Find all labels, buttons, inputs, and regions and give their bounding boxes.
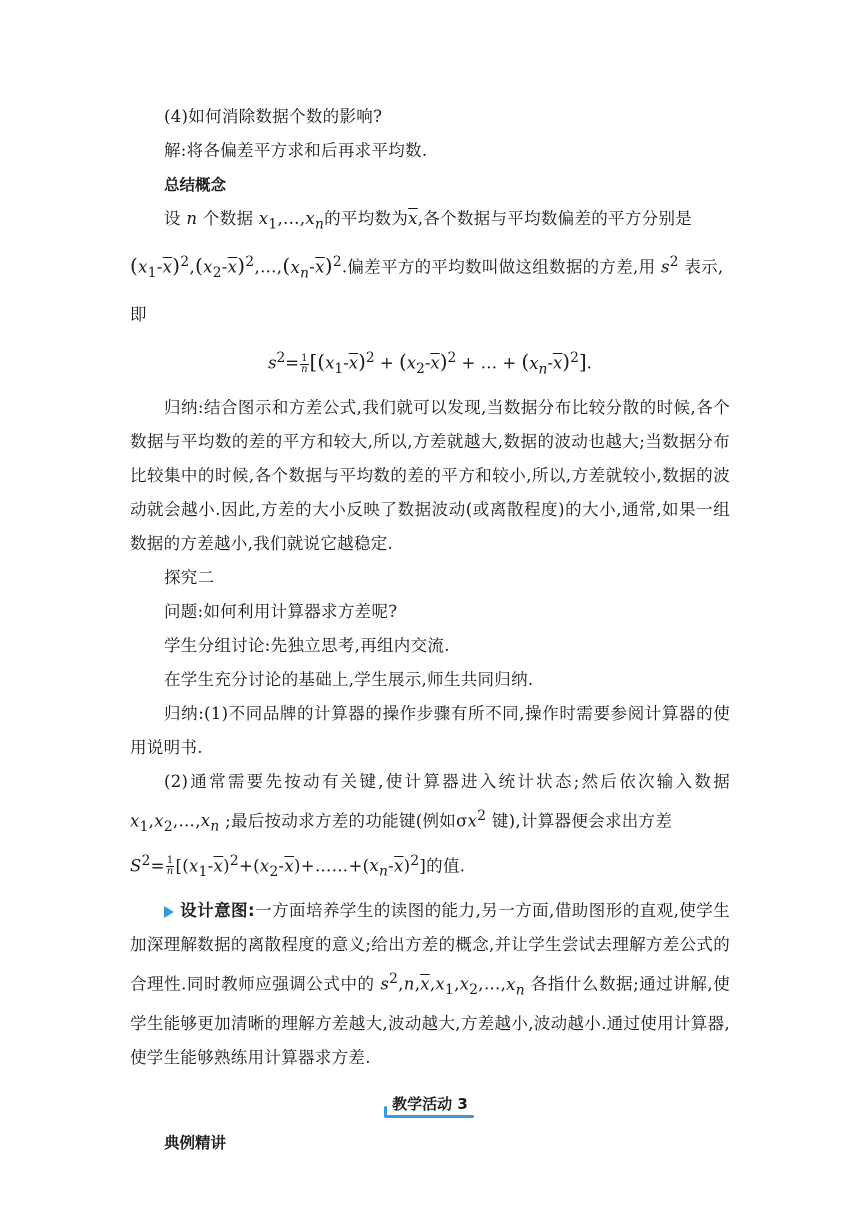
activity-3-title: 教学活动 3 — [386, 1093, 474, 1118]
induction-paragraph-2: 归纳:(1)不同品牌的计算器的操作步骤有所不同,操作时需要参阅计算器的使用说明书. — [130, 703, 730, 757]
group-discussion: 学生分组讨论:先独立思考,再组内交流. — [164, 635, 450, 655]
induction-paragraph-1: 归纳:结合图示和方差公式,我们就可以发现,当数据分布比较分散的时候,各个数据与平均数的差的平方和较大,所以,方差就越大,数据的波动也越大;当数据分布比较集中的时候,各个数据与平均数的差的平方和较小,所以,方差就较小,数据的波动就会越小.因此,方差的大小反映了数据波动(或离散程度)的大小,通常,如果一组数据的方差越小,我们就说它越稳定. — [130, 397, 730, 553]
activity-3-section — [130, 1093, 730, 1118]
deviation-squares: $(x_1-\overline{x})^2,(x_2-\overline{x})^2,\dots,(x_n-\overline{x})^2$.偏差平方的平均数叫做这组数据的方差,用 $s^2$ 表示,即 — [130, 253, 724, 325]
design-intent-label: 设计意图: — [180, 901, 255, 921]
document-content — [130, 100, 730, 1160]
answer-4: 解:将各偏差平方求和后再求平均数. — [164, 141, 428, 160]
design-intent: 设计意图:一方面培养学生的读图的能力,另一方面,借助图形的直观,使学生加深理解数据的离散程度的意义;给出方差的概念,并让学生尝试去理解方差公式的合理性.同时教师应强调公式中的 $s^2,n,\overline{x},x_1,x_2,\dots,x_n$ 各指什么数据;通过讲解,使学生能够更加清晰的理解方差越大,波动越大,方差越小,波动越小.通过使用计算器,使学生能够熟练用计算器求方差. — [130, 901, 731, 1068]
examples-heading: 典例精讲 — [164, 1134, 227, 1153]
calculator-formula: $S^2=$ $\frac{1}{n}$ $[(x_1-\overline{x})^2+(x_2-\overline{x})+\dots\dots+(x_n-\overline{x})^2]$的值. — [130, 852, 466, 880]
student-presentation: 在学生充分讨论的基础上,学生展示,师生共同归纳. — [164, 669, 534, 689]
summary-heading: 总结概念 — [164, 176, 227, 194]
variance-formula: $s^2=$ $\frac{1}{n}$ [$(x_1-\overline{x})^2 + (x_2-\overline{x})^2$ + … + $(x_n-\overline{x})^2$]. — [268, 349, 592, 377]
calculator-question: 问题:如何利用计算器求方差呢? — [164, 601, 398, 621]
explore-2-label: 探究二 — [164, 567, 215, 587]
question-4: (4)如何消除数据个数的影响? — [164, 107, 383, 126]
triangle-marker-icon — [164, 906, 174, 918]
calculator-steps: (2)通常需要先按动有关键,使计算器进入统计状态;然后依次输入数据 $x_1,x_2,\dots,x_n$ ;最后按动求方差的功能键(例如$\sigma x^2$ 键),计算器便会求出方差 — [130, 771, 730, 835]
variance-definition: 设 n 个数据 $x_1,\dots,x_n$的平均数为$\overline{x}$,各个数据与平均数偏差的平方分别是 — [164, 209, 693, 233]
